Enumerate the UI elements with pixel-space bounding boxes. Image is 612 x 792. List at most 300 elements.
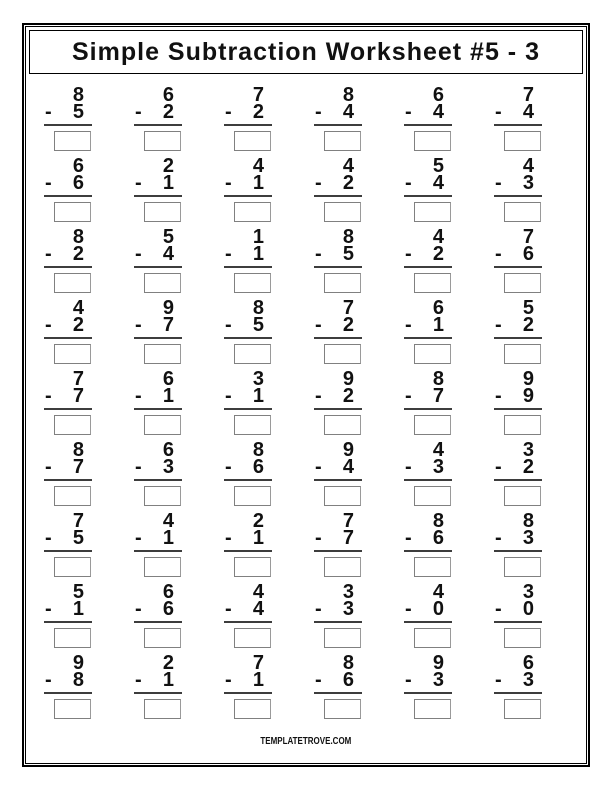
subtrahend: 4 [522,101,534,123]
answer-box[interactable] [504,273,541,293]
minus-sign: - [45,314,52,336]
subtraction-problem [44,84,92,151]
answer-rule-line [44,621,92,623]
problem-cell [314,226,404,300]
minuend: 8 [252,297,264,319]
subtraction-problem [134,581,182,648]
minuend: 3 [342,581,354,603]
minuend: 4 [432,581,444,603]
minus-sign: - [495,527,502,549]
subtrahend: 6 [432,527,444,549]
minuend: 4 [252,581,264,603]
answer-rule-line [494,550,542,552]
minus-sign: - [225,172,232,194]
answer-rule-line [314,479,362,481]
answer-rule-line [44,408,92,410]
subtraction-problem [44,439,92,506]
problem-cell [224,226,314,300]
answer-box[interactable] [54,344,91,364]
footer-brand-text: TEMPLATETROVE.COM [260,736,352,747]
answer-box[interactable] [324,344,361,364]
problem-cell [224,581,314,655]
minuend: 9 [522,368,534,390]
answer-box[interactable] [324,273,361,293]
answer-box[interactable] [324,415,361,435]
answer-box[interactable] [54,273,91,293]
minus-sign: - [405,598,412,620]
answer-box[interactable] [324,202,361,222]
subtraction-problem [224,439,272,506]
answer-rule-line [314,195,362,197]
problem-cell [224,510,314,584]
answer-box[interactable] [414,628,451,648]
answer-box[interactable] [324,557,361,577]
subtrahend: 1 [162,385,174,407]
problem-cell [494,155,584,229]
problem-cell [134,510,224,584]
subtrahend: 4 [252,598,264,620]
answer-box[interactable] [414,131,451,151]
answer-rule-line [224,408,272,410]
minuend: 7 [72,510,84,532]
minus-sign: - [315,101,322,123]
subtraction-problem [404,226,452,293]
answer-rule-line [134,550,182,552]
subtrahend: 4 [432,172,444,194]
answer-rule-line [224,621,272,623]
answer-box[interactable] [234,699,271,719]
answer-box[interactable] [54,415,91,435]
minuend: 6 [162,439,174,461]
answer-box[interactable] [144,557,181,577]
answer-rule-line [134,692,182,694]
answer-box[interactable] [144,131,181,151]
problem-cell [224,439,314,513]
subtrahend: 1 [72,598,84,620]
answer-rule-line [494,621,542,623]
minuend: 4 [432,439,444,461]
subtraction-problem [314,652,362,719]
minuend: 9 [72,652,84,674]
problem-cell [134,368,224,442]
answer-box[interactable] [144,344,181,364]
answer-rule-line [44,266,92,268]
answer-rule-line [314,266,362,268]
minus-sign: - [135,172,142,194]
answer-box[interactable] [234,202,271,222]
subtraction-problem [314,226,362,293]
minus-sign: - [315,456,322,478]
answer-box[interactable] [144,628,181,648]
subtrahend: 7 [342,527,354,549]
answer-box[interactable] [414,557,451,577]
subtraction-problem [404,581,452,648]
minus-sign: - [135,669,142,691]
problem-cell [314,652,404,726]
minuend: 8 [72,439,84,461]
answer-rule-line [314,124,362,126]
answer-box[interactable] [234,273,271,293]
page-inner-border [25,26,587,764]
minus-sign: - [405,385,412,407]
problem-cell [404,368,494,442]
minus-sign: - [45,527,52,549]
minus-sign: - [315,527,322,549]
subtraction-problem [44,226,92,293]
minus-sign: - [315,598,322,620]
problem-cell [314,297,404,371]
minuend: 8 [342,226,354,248]
answer-box[interactable] [324,699,361,719]
answer-rule-line [404,337,452,339]
subtrahend: 1 [252,243,264,265]
answer-box[interactable] [504,486,541,506]
answer-box[interactable] [504,202,541,222]
problem-cell [404,84,494,158]
answer-box[interactable] [504,415,541,435]
answer-box[interactable] [54,202,91,222]
minus-sign: - [405,456,412,478]
answer-box[interactable] [504,628,541,648]
subtraction-problem [314,84,362,151]
answer-rule-line [494,124,542,126]
minus-sign: - [225,314,232,336]
subtrahend: 4 [342,456,354,478]
subtraction-problem [494,439,542,506]
subtrahend: 2 [252,101,264,123]
subtrahend: 3 [522,527,534,549]
problem-cell [44,84,134,158]
problem-cell [404,510,494,584]
answer-box[interactable] [324,486,361,506]
subtrahend: 6 [342,669,354,691]
subtrahend: 7 [162,314,174,336]
subtrahend: 1 [432,314,444,336]
subtrahend: 5 [72,101,84,123]
minus-sign: - [135,101,142,123]
problem-cell [134,155,224,229]
minus-sign: - [225,669,232,691]
problem-cell [494,439,584,513]
minus-sign: - [45,385,52,407]
answer-rule-line [224,124,272,126]
minuend: 4 [72,297,84,319]
problem-cell [494,226,584,300]
subtraction-problem [404,297,452,364]
minuend: 3 [252,368,264,390]
subtrahend: 2 [522,456,534,478]
minuend: 8 [72,84,84,106]
minuend: 7 [522,84,534,106]
answer-box[interactable] [234,344,271,364]
problem-cell [314,368,404,442]
subtrahend: 2 [162,101,174,123]
answer-box[interactable] [234,131,271,151]
subtrahend: 1 [162,172,174,194]
subtrahend: 1 [162,527,174,549]
subtraction-problem [404,652,452,719]
answer-box[interactable] [414,486,451,506]
subtrahend: 1 [252,385,264,407]
minus-sign: - [225,456,232,478]
subtraction-problem [494,581,542,648]
minus-sign: - [45,456,52,478]
answer-box[interactable] [414,415,451,435]
minus-sign: - [315,243,322,265]
answer-rule-line [134,621,182,623]
problem-cell [44,439,134,513]
minus-sign: - [45,172,52,194]
subtrahend: 0 [522,598,534,620]
minuend: 4 [522,155,534,177]
minuend: 2 [162,652,174,674]
answer-rule-line [404,692,452,694]
minus-sign: - [495,101,502,123]
answer-rule-line [494,408,542,410]
minuend: 6 [522,652,534,674]
minuend: 6 [162,368,174,390]
subtrahend: 1 [162,669,174,691]
subtrahend: 2 [522,314,534,336]
problem-cell [404,297,494,371]
minuend: 5 [432,155,444,177]
answer-rule-line [494,266,542,268]
answer-rule-line [494,195,542,197]
subtrahend: 2 [342,172,354,194]
answer-rule-line [44,337,92,339]
answer-rule-line [494,337,542,339]
minuend: 6 [432,84,444,106]
answer-rule-line [314,337,362,339]
problem-cell [224,368,314,442]
problem-cell [494,510,584,584]
minuend: 8 [72,226,84,248]
minus-sign: - [495,172,502,194]
footer [26,731,586,749]
answer-box[interactable] [54,486,91,506]
answer-rule-line [44,124,92,126]
subtraction-problem [224,155,272,222]
minus-sign: - [495,669,502,691]
subtraction-problem [494,652,542,719]
problem-cell [44,297,134,371]
answer-box[interactable] [54,131,91,151]
subtraction-problem [494,510,542,577]
minuend: 2 [162,155,174,177]
subtraction-problem [314,510,362,577]
minuend: 4 [342,155,354,177]
answer-rule-line [314,550,362,552]
minuend: 9 [342,368,354,390]
answer-rule-line [314,408,362,410]
minuend: 8 [432,510,444,532]
answer-rule-line [134,266,182,268]
subtraction-problem [44,581,92,648]
answer-rule-line [134,479,182,481]
minuend: 8 [522,510,534,532]
subtraction-problem [404,510,452,577]
problem-cell [314,581,404,655]
minuend: 8 [342,84,354,106]
problem-cell [494,652,584,726]
answer-box[interactable] [414,202,451,222]
answer-box[interactable] [504,557,541,577]
subtrahend: 4 [342,101,354,123]
subtrahend: 2 [432,243,444,265]
minus-sign: - [45,669,52,691]
minuend: 6 [162,84,174,106]
problem-cell [44,581,134,655]
minuend: 9 [432,652,444,674]
answer-box[interactable] [234,557,271,577]
minus-sign: - [405,314,412,336]
answer-rule-line [224,266,272,268]
subtraction-problem [134,226,182,293]
answer-box[interactable] [144,486,181,506]
subtrahend: 4 [162,243,174,265]
answer-box[interactable] [414,699,451,719]
problem-cell [314,439,404,513]
subtrahend: 1 [252,172,264,194]
answer-box[interactable] [504,131,541,151]
subtrahend: 2 [342,385,354,407]
minuend: 8 [252,439,264,461]
minuend: 7 [342,297,354,319]
minus-sign: - [45,598,52,620]
minuend: 6 [432,297,444,319]
subtraction-problem [494,297,542,364]
subtrahend: 6 [72,172,84,194]
minus-sign: - [495,598,502,620]
answer-box[interactable] [234,628,271,648]
answer-box[interactable] [234,415,271,435]
subtraction-problem [314,581,362,648]
answer-box[interactable] [54,628,91,648]
subtraction-problem [404,155,452,222]
answer-box[interactable] [144,202,181,222]
subtraction-problem [224,510,272,577]
answer-rule-line [44,692,92,694]
answer-rule-line [224,479,272,481]
subtrahend: 3 [342,598,354,620]
minus-sign: - [315,172,322,194]
problem-cell [134,581,224,655]
answer-box[interactable] [144,415,181,435]
minus-sign: - [135,598,142,620]
answer-rule-line [224,337,272,339]
answer-box[interactable] [414,273,451,293]
problem-cell [494,84,584,158]
answer-rule-line [404,408,452,410]
subtrahend: 2 [72,314,84,336]
answer-box[interactable] [54,557,91,577]
answer-box[interactable] [504,699,541,719]
minuend: 7 [522,226,534,248]
answer-box[interactable] [234,486,271,506]
problem-cell [224,155,314,229]
subtraction-problem [44,297,92,364]
answer-rule-line [314,621,362,623]
problem-cell [44,226,134,300]
minuend: 5 [72,581,84,603]
subtrahend: 7 [72,456,84,478]
answer-rule-line [134,195,182,197]
subtraction-problem [404,368,452,435]
minuend: 9 [342,439,354,461]
answer-box[interactable] [144,273,181,293]
subtraction-problem [494,84,542,151]
subtraction-problem [314,439,362,506]
problem-cell [134,652,224,726]
answer-rule-line [44,479,92,481]
problem-cell [44,155,134,229]
minuend: 8 [432,368,444,390]
minuend: 7 [252,652,264,674]
answer-rule-line [404,266,452,268]
answer-rule-line [404,479,452,481]
answer-box[interactable] [504,344,541,364]
minuend: 3 [522,581,534,603]
minus-sign: - [405,669,412,691]
subtrahend: 5 [342,243,354,265]
subtraction-problem [134,84,182,151]
answer-box[interactable] [414,344,451,364]
minus-sign: - [315,314,322,336]
page-outer-border [22,23,590,767]
answer-rule-line [224,195,272,197]
subtrahend: 8 [72,669,84,691]
subtraction-problem [404,439,452,506]
answer-rule-line [404,195,452,197]
subtraction-problem [494,368,542,435]
answer-box[interactable] [324,628,361,648]
problem-cell [404,652,494,726]
minuend: 7 [72,368,84,390]
subtrahend: 4 [432,101,444,123]
subtrahend: 0 [432,598,444,620]
minus-sign: - [135,456,142,478]
answer-rule-line [134,408,182,410]
answer-box[interactable] [144,699,181,719]
minuend: 2 [252,510,264,532]
subtrahend: 3 [522,172,534,194]
problem-cell [404,226,494,300]
problem-cell [134,439,224,513]
title-box [29,30,583,74]
subtraction-problem [44,368,92,435]
problem-cell [134,226,224,300]
subtrahend: 2 [72,243,84,265]
minuend: 5 [162,226,174,248]
answer-box[interactable] [54,699,91,719]
subtraction-problem [314,297,362,364]
minuend: 4 [432,226,444,248]
minus-sign: - [45,243,52,265]
subtraction-problem [134,652,182,719]
minuend: 9 [162,297,174,319]
answer-rule-line [404,550,452,552]
problem-cell [44,510,134,584]
problem-cell [314,510,404,584]
answer-box[interactable] [324,131,361,151]
minus-sign: - [495,243,502,265]
subtrahend: 7 [432,385,444,407]
subtraction-problem [44,652,92,719]
subtraction-problem [134,155,182,222]
answer-rule-line [134,124,182,126]
minus-sign: - [315,669,322,691]
subtraction-problem [44,155,92,222]
